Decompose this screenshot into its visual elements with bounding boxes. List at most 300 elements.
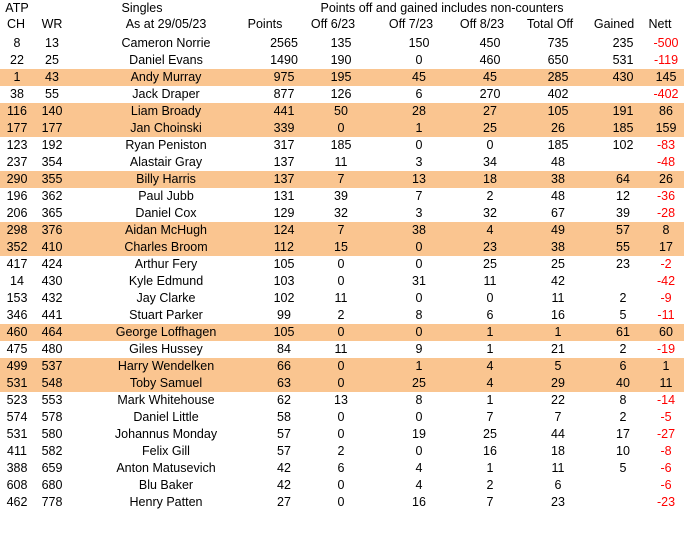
nett-cell: 86 [648, 103, 684, 120]
header-total-off: Total Off [526, 17, 574, 31]
points-cell: 105 [262, 324, 306, 341]
table-row [0, 52, 684, 69]
points-cell: 339 [262, 120, 306, 137]
total-off-cell: 6 [554, 478, 562, 492]
ch-cell: 531 [0, 375, 34, 392]
off-6-23-cell: 15 [306, 239, 376, 256]
wr-cell: 376 [34, 222, 70, 239]
wr-cell: 354 [41, 155, 63, 169]
total-off-cell: 48 [551, 155, 565, 169]
nett-cell: -2 [660, 257, 672, 271]
player-name: Henry Patten [129, 495, 203, 509]
off-8-23-cell: 1 [486, 342, 494, 356]
gained-cell: 39 [616, 206, 630, 220]
gained-cell: 102 [612, 138, 634, 152]
points-cell: 124 [262, 222, 306, 239]
gained-cell [598, 273, 648, 290]
off-8-23-cell: 25 [462, 120, 518, 137]
wr-cell: 365 [41, 206, 63, 220]
gained-cell [598, 86, 648, 103]
nett-cell: 159 [648, 120, 684, 137]
ch-cell: 116 [0, 103, 34, 120]
nett-cell: -28 [656, 206, 676, 220]
wr-cell: 140 [34, 103, 70, 120]
off-7-23-cell: 16 [412, 495, 426, 509]
total-off-cell: 48 [551, 189, 565, 203]
table-row [0, 188, 684, 205]
off-7-23-cell: 19 [412, 427, 426, 441]
ch-cell: 346 [6, 308, 28, 322]
off-6-23-cell: 11 [334, 291, 348, 305]
off-7-23-cell: 3 [415, 206, 423, 220]
ch-cell: 290 [0, 171, 34, 188]
rankings-table [0, 35, 684, 511]
off-8-23-cell: 23 [462, 239, 518, 256]
ch-cell: 38 [10, 87, 24, 101]
gained-cell: 64 [598, 171, 648, 188]
off-7-23-cell: 31 [412, 274, 426, 288]
total-off-cell: 44 [551, 427, 565, 441]
table-row [0, 137, 684, 154]
gained-cell: 17 [616, 427, 630, 441]
player-name: George Loffhagen [70, 324, 262, 341]
total-off-cell: 18 [551, 444, 565, 458]
table-row [0, 307, 684, 324]
off-8-23-cell: 45 [462, 69, 518, 86]
nett-cell: -23 [656, 495, 676, 509]
off-6-23-cell: 0 [306, 324, 376, 341]
off-8-23-cell: 0 [486, 138, 494, 152]
total-off-cell: 21 [551, 342, 565, 356]
header-atp: ATP [5, 1, 29, 15]
nett-cell: -8 [660, 444, 672, 458]
off-6-23-cell: 50 [306, 103, 376, 120]
points-cell: 129 [273, 206, 295, 220]
wr-cell: 778 [41, 495, 63, 509]
player-name: Daniel Evans [129, 53, 203, 67]
points-cell: 58 [277, 410, 291, 424]
nett-cell: -11 [657, 308, 675, 322]
total-off-cell: 38 [518, 239, 598, 256]
wr-cell: 578 [41, 410, 63, 424]
nett-cell: -9 [660, 291, 672, 305]
total-off-cell: 11 [551, 291, 565, 305]
off-7-23-cell: 0 [415, 444, 423, 458]
wr-cell: 424 [41, 257, 63, 271]
off-7-23-cell: 0 [415, 257, 423, 271]
nett-cell: 11 [648, 375, 684, 392]
player-name: Giles Hussey [129, 342, 203, 356]
off-6-23-cell: 0 [306, 358, 376, 375]
total-off-cell: 38 [518, 171, 598, 188]
player-name: Andy Murray [70, 69, 262, 86]
off-6-23-cell: 2 [337, 444, 345, 458]
off-6-23-cell: 0 [337, 427, 345, 441]
off-8-23-cell: 27 [462, 103, 518, 120]
nett-cell: 1 [648, 358, 684, 375]
table-row [0, 154, 684, 171]
ch-cell: 206 [6, 206, 28, 220]
off-6-23-cell: 0 [337, 495, 345, 509]
nett-cell: -500 [653, 36, 679, 50]
ch-cell: 298 [0, 222, 34, 239]
off-8-23-cell: 11 [483, 274, 497, 288]
wr-cell: 580 [41, 427, 63, 441]
points-cell: 102 [273, 291, 295, 305]
nett-cell: -6 [660, 461, 672, 475]
off-8-23-cell: 460 [479, 53, 501, 67]
table-row [0, 205, 684, 222]
wr-cell: 659 [41, 461, 63, 475]
off-7-23-cell: 6 [415, 87, 423, 101]
table-row [0, 103, 684, 120]
total-off-cell: 285 [518, 69, 598, 86]
off-7-23-cell: 38 [376, 222, 462, 239]
ch-cell: 1 [0, 69, 34, 86]
wr-cell: 355 [34, 171, 70, 188]
ch-cell: 196 [6, 189, 28, 203]
header-singles: Singles [121, 1, 163, 15]
player-name: Daniel Cox [135, 206, 197, 220]
off-6-23-cell: 135 [330, 36, 352, 50]
nett-cell: -6 [660, 478, 672, 492]
table-body [0, 35, 684, 511]
points-cell: 131 [273, 189, 295, 203]
nett-cell: -48 [656, 155, 676, 169]
player-name: Jack Draper [132, 87, 200, 101]
player-name: Daniel Little [133, 410, 199, 424]
off-6-23-cell: 11 [334, 342, 348, 356]
off-8-23-cell: 2 [486, 189, 494, 203]
gained-cell: 430 [598, 69, 648, 86]
gained-cell: 235 [612, 36, 634, 50]
player-name: Alastair Gray [129, 155, 203, 169]
wr-cell: 13 [45, 36, 59, 50]
table-row [0, 222, 684, 239]
off-6-23-cell: 0 [337, 478, 345, 492]
ch-cell: 153 [6, 291, 28, 305]
ch-cell: 417 [6, 257, 28, 271]
table-row [0, 290, 684, 307]
player-name: Blu Baker [138, 478, 194, 492]
table-row [0, 443, 684, 460]
off-7-23-cell: 4 [415, 461, 423, 475]
gained-cell: 2 [619, 410, 627, 424]
header-off-title: Points off and gained includes non-counters [320, 1, 564, 15]
off-7-23-cell: 0 [415, 53, 423, 67]
points-cell: 27 [277, 495, 291, 509]
points-cell: 2565 [270, 36, 298, 50]
table-row [0, 239, 684, 256]
table-row [0, 392, 684, 409]
player-name: Aidan McHugh [70, 222, 262, 239]
off-6-23-cell: 39 [334, 189, 348, 203]
header-off-7-23: Off 7/23 [388, 17, 434, 31]
total-off-cell: 7 [554, 410, 562, 424]
wr-cell: 441 [41, 308, 63, 322]
gained-cell: 8 [619, 393, 627, 407]
points-cell: 57 [277, 444, 291, 458]
points-cell: 103 [273, 274, 295, 288]
table-row [0, 341, 684, 358]
nett-cell: -119 [653, 53, 679, 67]
gained-cell: 5 [619, 461, 627, 475]
header-ch: CH [6, 17, 26, 31]
nett-cell: 17 [648, 239, 684, 256]
ch-cell: 14 [10, 274, 24, 288]
points-cell: 105 [273, 257, 295, 271]
off-8-23-cell: 2 [486, 478, 494, 492]
gained-cell [598, 494, 648, 511]
player-name: Felix Gill [142, 444, 190, 458]
total-off-cell: 23 [551, 495, 565, 509]
table-row [0, 460, 684, 477]
player-name: Jan Choinski [70, 120, 262, 137]
ch-cell: 475 [6, 342, 28, 356]
off-8-23-cell: 34 [483, 155, 497, 169]
points-cell: 62 [277, 393, 291, 407]
nett-cell: -42 [656, 274, 676, 288]
total-off-cell: 26 [518, 120, 598, 137]
off-6-23-cell: 0 [306, 120, 376, 137]
wr-cell: 362 [41, 189, 63, 203]
total-off-cell: 735 [547, 36, 569, 50]
off-8-23-cell: 1 [486, 393, 494, 407]
off-8-23-cell: 7 [486, 410, 494, 424]
gained-cell: 191 [598, 103, 648, 120]
points-cell: 42 [277, 461, 291, 475]
gained-cell: 2 [619, 291, 627, 305]
player-name: Paul Jubb [138, 189, 194, 203]
off-7-23-cell: 3 [415, 155, 423, 169]
off-7-23-cell: 8 [415, 308, 423, 322]
gained-cell: 61 [598, 324, 648, 341]
gained-cell: 23 [616, 257, 630, 271]
player-name: Billy Harris [70, 171, 262, 188]
points-cell: 137 [262, 171, 306, 188]
ch-cell: 411 [7, 444, 27, 458]
ch-cell: 523 [6, 393, 28, 407]
off-7-23-cell: 9 [415, 342, 423, 356]
nett-cell: -83 [656, 138, 676, 152]
table-row [0, 171, 684, 188]
off-8-23-cell: 0 [486, 291, 494, 305]
player-name: Harry Wendelken [70, 358, 262, 375]
off-8-23-cell: 18 [462, 171, 518, 188]
off-6-23-cell: 11 [334, 155, 348, 169]
off-6-23-cell: 195 [306, 69, 376, 86]
gained-cell: 185 [598, 120, 648, 137]
table-row [0, 426, 684, 443]
off-6-23-cell: 126 [330, 87, 352, 101]
player-name: Liam Broady [70, 103, 262, 120]
gained-cell: 6 [598, 358, 648, 375]
total-off-cell: 185 [547, 138, 569, 152]
total-off-cell: 11 [551, 461, 565, 475]
total-off-cell: 42 [551, 274, 565, 288]
header-points: Points [247, 17, 283, 31]
wr-cell: 464 [34, 324, 70, 341]
gained-cell: 55 [598, 239, 648, 256]
table-row [0, 35, 684, 52]
gained-cell: 12 [616, 189, 630, 203]
player-name: Ryan Peniston [125, 138, 207, 152]
off-6-23-cell: 32 [334, 206, 348, 220]
ch-cell: 499 [0, 358, 34, 375]
table-row [0, 256, 684, 273]
off-6-23-cell: 6 [337, 461, 345, 475]
ch-cell: 388 [6, 461, 28, 475]
off-7-23-cell: 25 [376, 375, 462, 392]
off-7-23-cell: 4 [415, 478, 423, 492]
nett-cell: -5 [660, 410, 672, 424]
points-cell: 1490 [270, 53, 298, 67]
player-name: Mark Whitehouse [117, 393, 215, 407]
off-8-23-cell: 4 [462, 375, 518, 392]
points-cell: 99 [277, 308, 291, 322]
gained-cell: 40 [598, 375, 648, 392]
header-off-8-23: Off 8/23 [459, 17, 505, 31]
off-7-23-cell: 1 [376, 120, 462, 137]
ch-cell: 462 [6, 495, 28, 509]
wr-cell: 680 [41, 478, 63, 492]
wr-cell: 548 [34, 375, 70, 392]
player-name: Anton Matusevich [116, 461, 216, 475]
off-7-23-cell: 0 [415, 291, 423, 305]
off-7-23-cell: 13 [376, 171, 462, 188]
total-off-cell: 402 [547, 87, 569, 101]
wr-cell: 177 [34, 120, 70, 137]
nett-cell: -14 [656, 393, 676, 407]
ch-cell: 460 [0, 324, 34, 341]
off-6-23-cell: 13 [334, 393, 348, 407]
off-8-23-cell: 25 [483, 427, 497, 441]
wr-cell: 192 [41, 138, 63, 152]
header-gained: Gained [593, 17, 635, 31]
player-name: Johannus Monday [114, 427, 218, 441]
off-7-23-cell: 0 [415, 138, 423, 152]
wr-cell: 553 [41, 393, 63, 407]
header-nett: Nett [648, 17, 672, 31]
table-row [0, 494, 684, 511]
off-8-23-cell: 1 [486, 461, 494, 475]
table-row [0, 358, 684, 375]
nett-cell: -27 [656, 427, 676, 441]
wr-cell: 410 [34, 239, 70, 256]
player-name: Toby Samuel [70, 375, 262, 392]
off-8-23-cell: 450 [479, 36, 501, 50]
total-off-cell: 49 [518, 222, 598, 239]
off-7-23-cell: 45 [376, 69, 462, 86]
header-wr: WR [41, 17, 63, 31]
ch-cell: 608 [6, 478, 28, 492]
off-6-23-cell: 2 [337, 308, 345, 322]
table-row [0, 69, 684, 86]
wr-cell: 480 [41, 342, 63, 356]
nett-cell: 145 [648, 69, 684, 86]
off-8-23-cell: 7 [486, 495, 494, 509]
points-cell: 317 [273, 138, 295, 152]
off-6-23-cell: 0 [337, 257, 345, 271]
nett-cell: -402 [653, 87, 679, 101]
off-7-23-cell: 28 [376, 103, 462, 120]
off-8-23-cell: 1 [462, 324, 518, 341]
player-name: Jay Clarke [136, 291, 196, 305]
header-as-at: As at 29/05/23 [125, 17, 207, 31]
off-7-23-cell: 1 [376, 358, 462, 375]
nett-cell: 26 [648, 171, 684, 188]
off-6-23-cell: 0 [337, 410, 345, 424]
gained-cell [598, 477, 648, 494]
player-name: Charles Broom [70, 239, 262, 256]
points-cell: 975 [262, 69, 306, 86]
off-7-23-cell: 7 [415, 189, 423, 203]
points-cell: 112 [262, 239, 306, 256]
off-6-23-cell: 7 [306, 171, 376, 188]
off-7-23-cell: 150 [408, 36, 430, 50]
nett-cell: 8 [648, 222, 684, 239]
points-cell: 57 [277, 427, 291, 441]
gained-cell: 531 [612, 53, 634, 67]
off-6-23-cell: 0 [337, 274, 345, 288]
total-off-cell: 1 [518, 324, 598, 341]
gained-cell [598, 154, 648, 171]
points-cell: 63 [262, 375, 306, 392]
points-cell: 42 [277, 478, 291, 492]
off-6-23-cell: 190 [330, 53, 352, 67]
table-row [0, 120, 684, 137]
table-row [0, 375, 684, 392]
off-8-23-cell: 4 [462, 222, 518, 239]
nett-cell: -19 [656, 342, 676, 356]
ch-cell: 574 [6, 410, 28, 424]
table-row [0, 477, 684, 494]
off-8-23-cell: 270 [479, 87, 501, 101]
off-7-23-cell: 8 [415, 393, 423, 407]
nett-cell: -36 [656, 189, 676, 203]
off-6-23-cell: 185 [330, 138, 352, 152]
total-off-cell: 67 [551, 206, 565, 220]
off-7-23-cell: 0 [415, 410, 423, 424]
player-name: Kyle Edmund [128, 274, 204, 288]
off-6-23-cell: 7 [306, 222, 376, 239]
total-off-cell: 105 [518, 103, 598, 120]
off-8-23-cell: 16 [483, 444, 497, 458]
player-name: Cameron Norrie [121, 36, 211, 50]
player-name: Stuart Parker [129, 308, 203, 322]
player-name: Arthur Fery [134, 257, 198, 271]
ch-cell: 123 [6, 138, 28, 152]
gained-cell: 57 [598, 222, 648, 239]
ch-cell: 177 [0, 120, 34, 137]
points-cell: 441 [262, 103, 306, 120]
off-8-23-cell: 4 [462, 358, 518, 375]
ch-cell: 22 [10, 53, 24, 67]
off-6-23-cell: 0 [306, 375, 376, 392]
wr-cell: 25 [45, 53, 59, 67]
off-8-23-cell: 6 [486, 308, 494, 322]
table-row [0, 273, 684, 290]
table-row [0, 324, 684, 341]
ch-cell: 531 [6, 427, 28, 441]
ch-cell: 352 [0, 239, 34, 256]
nett-cell: 60 [648, 324, 684, 341]
table-row [0, 409, 684, 426]
total-off-cell: 5 [518, 358, 598, 375]
ch-cell: 8 [13, 36, 21, 50]
points-cell: 137 [273, 155, 295, 169]
points-cell: 66 [262, 358, 306, 375]
